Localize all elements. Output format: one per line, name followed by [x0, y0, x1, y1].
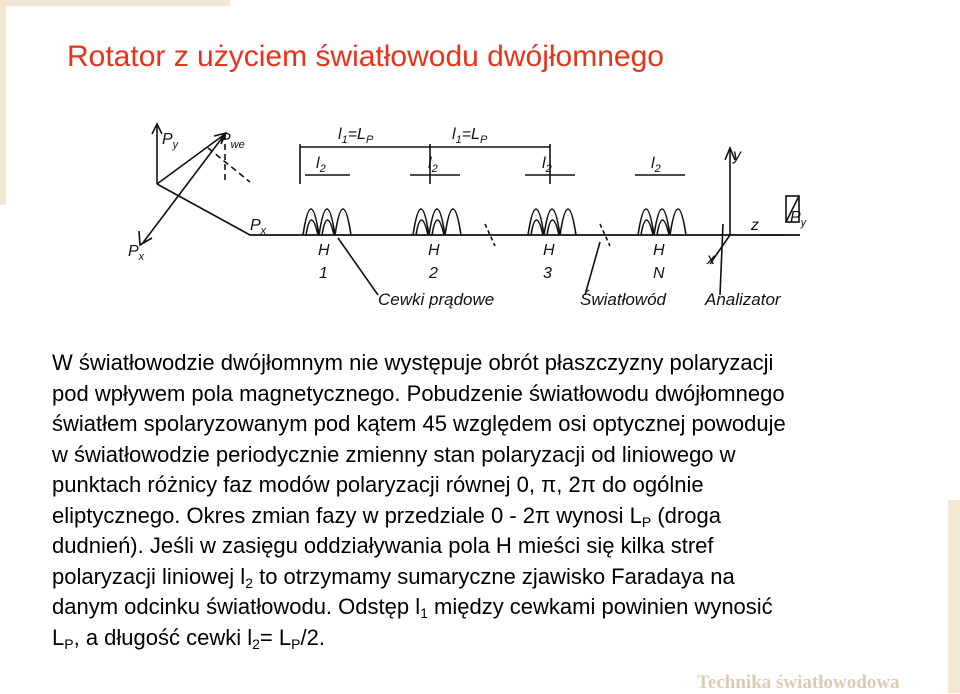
label-x: x — [707, 251, 715, 268]
label-l1-lp-1: $l_1=L_P$ — [338, 126, 374, 146]
text-line-6: eliptycznego. Okres zmian fazy w przedziale 0 - 2π wynosi $L_P$ (droga — [52, 502, 721, 530]
coil-2 — [413, 209, 461, 235]
body-paragraph — [52, 348, 922, 653]
text-line-8: polaryzacji liniowej $l_2$ to otrzymamy sumaryczne zjawisko Faradaya na — [52, 563, 735, 591]
label-l1-lp-2: $l_1=L_P$ — [452, 126, 488, 146]
text-line-5: punktach różnicy faz modów polaryzacji równej 0, π, 2π do ogólnie — [52, 472, 704, 497]
text-line-4: w światłowodzie periodycznie zmienny stan polaryzacji od liniowego w — [52, 441, 736, 467]
label-coil-3: 3 — [543, 265, 552, 282]
decor-bar-left — [0, 0, 6, 205]
label-coil-2: 2 — [429, 265, 438, 282]
caption-analyzer: Analizator — [705, 290, 781, 309]
label-px-inner: $P_x$ — [250, 217, 267, 237]
label-l2-1: $l_2$ — [316, 155, 326, 175]
label-py-out: $P_y$ — [790, 209, 807, 229]
label-px: $P_x$ — [128, 243, 145, 263]
label-y: y — [733, 147, 741, 164]
faraday-rotator-diagram — [110, 92, 807, 314]
footer-watermark: Technika światłowodowa — [697, 672, 900, 693]
axis-px-line — [157, 184, 250, 235]
label-l2-2: $l_2$ — [428, 155, 438, 175]
text-line-7: dudnień). Jeśli w zasięgu oddziaływania pola H mieści się kilka stref — [52, 533, 714, 558]
caption-fiber: Światłowód — [580, 290, 666, 309]
coil-3 — [528, 209, 576, 235]
axis-px-diagonal — [142, 134, 225, 244]
slide-title: Rotator z użyciem światłowodu dwójłomnego — [67, 40, 664, 73]
label-coil-1: 1 — [319, 265, 328, 282]
coil-1 — [303, 209, 351, 235]
caption-leader-coils — [338, 238, 378, 295]
text-line-10: $L_P$, a długość cewki $l_2= L_P/2$. — [52, 624, 325, 652]
decor-bar-top — [0, 0, 230, 6]
caption-coils: Cewki prądowe — [378, 290, 495, 309]
label-h-3: H — [543, 242, 555, 259]
projection-dashed-2 — [208, 148, 250, 182]
label-coil-n: N — [653, 265, 665, 282]
text-line-2: pod wpływem pola magnetycznego. Pobudzenie światłowodu dwójłomnego — [52, 380, 785, 406]
label-l2-4: $l_2$ — [651, 155, 661, 175]
text-line-9: danym odcinku światłowodu. Odstęp $l_1$ między cewkami powinien wynosić — [52, 594, 773, 621]
label-l2-3: $l_2$ — [542, 155, 552, 175]
coil-n — [638, 209, 686, 235]
label-pwe: $P_{we}$ — [220, 131, 245, 151]
label-z: z — [751, 217, 759, 234]
text-line-1: W światłowodzie dwójłomnym nie występuje obrót płaszczyzny polaryzacji — [52, 350, 774, 375]
label-h-1: H — [318, 242, 330, 259]
caption-leader-fiber — [585, 242, 600, 295]
decor-bar-right — [948, 500, 960, 693]
label-h-2: H — [428, 242, 440, 259]
label-h-n: H — [653, 242, 665, 259]
label-py: $P_y$ — [162, 131, 179, 151]
text-line-3: światłem spolaryzowanym pod kątem 45 względem osi optycznej powoduje — [52, 411, 786, 436]
